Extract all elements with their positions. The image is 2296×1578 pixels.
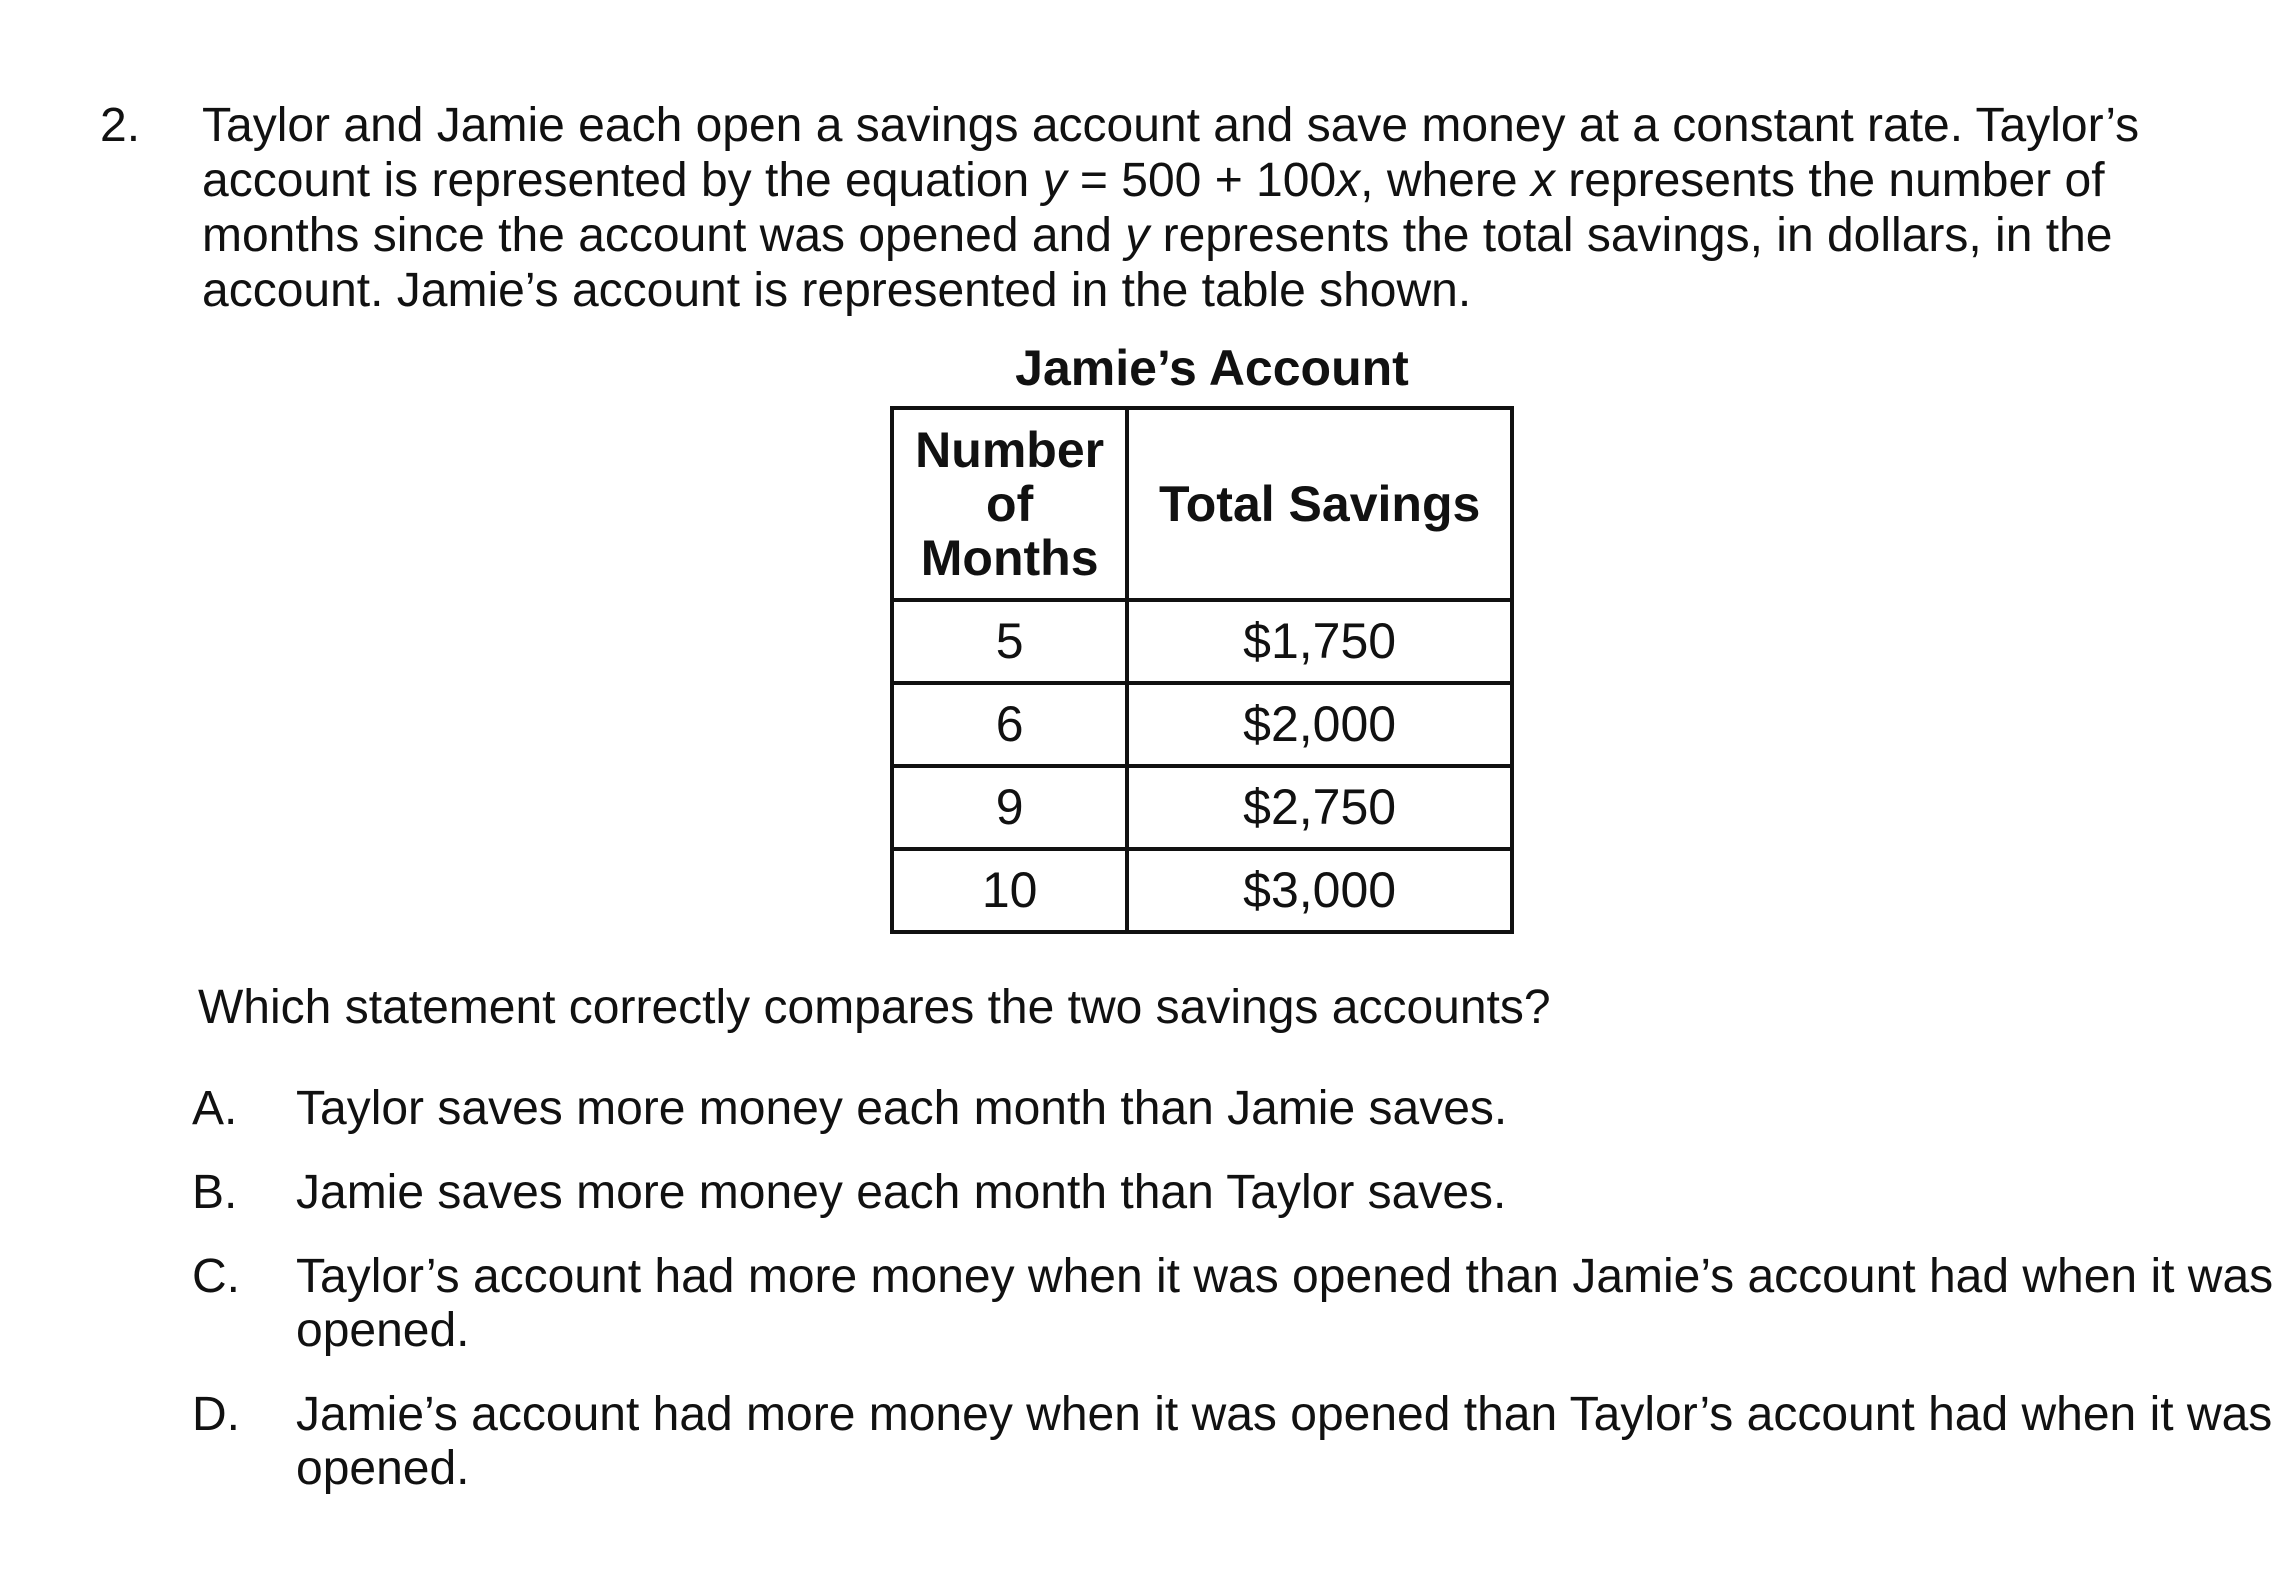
savings-cell: $2,000 xyxy=(1127,683,1512,766)
header-line: Total Savings xyxy=(1158,476,1481,532)
months-cell: 10 xyxy=(892,849,1127,932)
option-letter: B. xyxy=(192,1166,238,1219)
stem-line xyxy=(202,208,2262,263)
stem-text: account is represented by the equation xyxy=(202,154,1043,207)
question-stem xyxy=(202,98,2262,318)
header-line: Months xyxy=(920,530,1099,586)
savings-cell: $3,000 xyxy=(1127,849,1512,932)
stem-text: , where xyxy=(1360,154,1531,207)
stem-text: months since the account was opened and xyxy=(202,209,1126,262)
table-title: Jamie’s Account xyxy=(1015,340,1409,396)
header-line: of xyxy=(986,476,1034,532)
option-text: Jamie saves more money each month than Taylor saves. xyxy=(296,1166,1507,1219)
stem-line xyxy=(202,98,2262,153)
stem-text: = 500 + 100 xyxy=(1066,154,1337,207)
stem-line xyxy=(202,153,2262,208)
variable-x: x xyxy=(1530,154,1555,207)
table-row xyxy=(892,600,1512,683)
stem-text: represents the total savings, in dollars, in the xyxy=(1149,209,2113,262)
variable-y: y xyxy=(1125,209,1150,262)
stem-text: represents the number of xyxy=(1554,154,2105,207)
variable-x: x xyxy=(1336,154,1361,207)
savings-cell: $1,750 xyxy=(1127,600,1512,683)
option-letter: C. xyxy=(192,1250,240,1303)
question-prompt: Which statement correctly compares the two savings accounts? xyxy=(198,981,1551,1034)
header-number-of-months xyxy=(892,408,1127,600)
header-line: Number xyxy=(915,422,1105,478)
stem-text: account. Jamie’s account is represented in the table shown. xyxy=(202,264,1472,317)
option-text: Jamie’s account had more money when it was opened than Taylor’s account had when it was opened. xyxy=(296,1388,2273,1495)
header-total-savings xyxy=(1127,408,1512,600)
stem-text: Taylor and Jamie each open a savings account and save money at a constant rate. Taylor’s xyxy=(202,99,2140,152)
months-cell: 6 xyxy=(892,683,1127,766)
savings-table xyxy=(890,406,1514,934)
question-number: 2. xyxy=(100,99,141,152)
stem-line xyxy=(202,263,2262,318)
months-cell: 5 xyxy=(892,600,1127,683)
table-row xyxy=(892,766,1512,849)
table-row xyxy=(892,683,1512,766)
option-text: Taylor’s account had more money when it was opened than Jamie’s account had when it was opened. xyxy=(296,1250,2274,1357)
variable-y: y xyxy=(1042,154,1067,207)
savings-cell: $2,750 xyxy=(1127,766,1512,849)
option-text: Taylor saves more money each month than Jamie saves. xyxy=(296,1082,1508,1135)
months-cell: 9 xyxy=(892,766,1127,849)
option-letter: D. xyxy=(192,1388,240,1441)
table-row xyxy=(892,849,1512,932)
table-header-row xyxy=(892,408,1512,600)
option-letter: A. xyxy=(192,1082,238,1135)
